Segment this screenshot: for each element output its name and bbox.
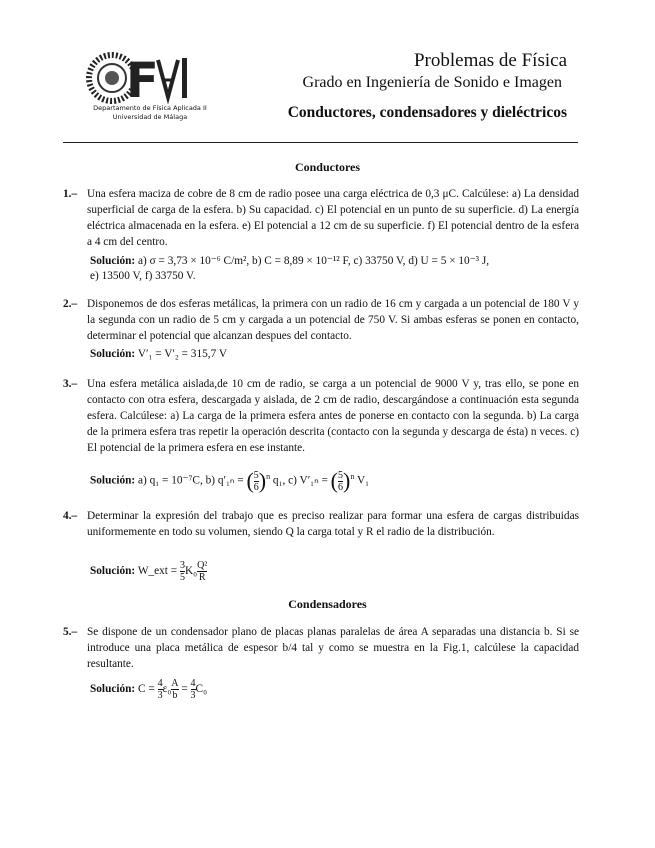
- problem-4: [63, 508, 579, 540]
- problem-1: [63, 186, 579, 250]
- solution-3: Solución: a) q₁ = 10⁻⁷C, b) q′₁ₙ = ( $\frac{5}{6}$ )$^n$ q₁, c) V′₁ₙ = ( $\frac{5}{6}$ )$^n$ V₁: [90, 468, 370, 493]
- solution-label: Solución:: [90, 255, 136, 267]
- header-divider: [63, 142, 578, 143]
- solution-label: Solución:: [90, 683, 136, 696]
- section-heading-condensadores: Condensadores: [288, 597, 367, 611]
- fraction: $\frac{A}{b}$: [171, 678, 179, 701]
- problem-text: Determinar la expresión del trabajo que es preciso realizar para formar una esfera de cargas distribuidas uniformemente en todo su volumen, siendo Q la carga total y R el radio de la distribución.: [87, 510, 579, 538]
- solution-1: [90, 254, 489, 267]
- problem-text: Una esfera maciza de cobre de 8 cm de radio posee una carga eléctrica de 0,3 μC. Calcúlese: a) La densidad superficial de carga de la esfera. b) Su capacidad. c) El potencial en un punto de su superficie. d) La energía eléctrica almacenada en la esfera. e) El potencial a 12 cm de su superficie. f) El potencial dentro de la esfera a 4 cm del centro.: [87, 188, 579, 248]
- problem-text: Disponemos de dos esferas metálicas, la primera con un radio de 16 cm y cargada a un potencial de 180 V y la segunda con un radio de 5 cm y cargada a un potencial de 750 V. Si ambas esferas se ponen en contacto, determinar el potencial que alcanzan despues del contacto.: [87, 298, 579, 342]
- fraction: $\frac{3}{5}$: [179, 560, 185, 583]
- problem-number: 3.–: [63, 378, 78, 390]
- logo-caption-line2: Universidad de Málaga: [112, 113, 188, 121]
- logo-caption-line1: Departamento de Física Aplicada II: [93, 104, 207, 112]
- logo-caption: [80, 104, 220, 122]
- fraction: $\frac{4}{3}$: [157, 678, 163, 701]
- fraction: $\frac{5}{6}$: [337, 469, 343, 493]
- solution-part-a: C =: [138, 683, 155, 696]
- section-heading-conductores: Conductores: [294, 160, 361, 174]
- problem-5: [63, 624, 579, 672]
- fraction: $\frac{4}{3}$: [190, 678, 196, 701]
- solution-part-c: V₁: [356, 474, 370, 487]
- fraction: $\frac{5}{6}$: [253, 469, 259, 493]
- problem-number: 4.–: [63, 510, 78, 522]
- problem-text: Se dispone de un condensador plano de placas planas paralelas de área A separadas una distancia b. Si se introduce una placa metálica de espesor b/4 tal y como se muestra en la Fig.1, calcúlese la capacidad resultante.: [87, 626, 579, 670]
- header-title: Problemas de Física: [413, 50, 567, 71]
- problem-text: Una esfera metálica aislada,de 10 cm de radio, se carga a un potencial de 9000 V y, tras ello, se pone en contacto con otra esfera, descargada y aislada, de 2 cm de radio, descargándose a continuación esta segunda esfera. Calcúlese: a) La carga de la primera esfera antes de ponerse en contacto con la segunda. b) La carga de la primera esfera tras repetir la operación descrita (contacto con la segunda y descarga de ésta) n veces. c) El potencial de la primera esfera en ese instante.: [87, 378, 579, 454]
- problem-number: 1.–: [63, 188, 78, 200]
- solution-part-a: a) q₁ = 10⁻⁷C, b) q′₁ₙ =: [138, 474, 244, 487]
- solution-text: V′₁ = V′₂ = 315,7 V: [137, 348, 227, 360]
- solution-part-a: W_ext =: [137, 565, 178, 578]
- header-topic: Conductores, condensadores y dieléctricos: [287, 104, 567, 121]
- solution-text-line1: a) σ = 3,73 × 10⁻⁶ C/m², b) C = 8,89 × 10⁻¹² F, c) 33750 V, d) U = 5 × 10⁻³ J,: [138, 255, 490, 267]
- problem-number: 5.–: [63, 626, 78, 638]
- problem-number: 2.–: [63, 298, 78, 310]
- solution-label: Solución:: [90, 565, 136, 578]
- fraction: $\frac{\text{Q²}}{R}$: [197, 560, 208, 583]
- header-subtitle: Grado en Ingeniería de Sonido e Imagen: [302, 74, 562, 91]
- solution-4: Solución: W_ext = $\frac{3}{5}$ K₀ $\frac{\text{Q²}}{R}$: [90, 560, 208, 583]
- svg-text:F: F: [126, 53, 159, 109]
- solution-label: Solución:: [90, 348, 136, 360]
- solution-5: Solución: C = $\frac{4}{3}$ ε₀ $\frac{A}{b}$ = $\frac{4}{3}$ C₀: [90, 678, 208, 701]
- solution-2: [90, 348, 227, 360]
- problem-3: [63, 376, 579, 456]
- solution-part-b: q₁, c) V′₁ₙ =: [272, 474, 328, 487]
- solution-text-line2: e) 13500 V, f) 33750 V.: [90, 270, 196, 282]
- solution-label: Solución:: [90, 474, 136, 487]
- problem-2: [63, 296, 579, 344]
- solution-1-line2: [90, 270, 196, 282]
